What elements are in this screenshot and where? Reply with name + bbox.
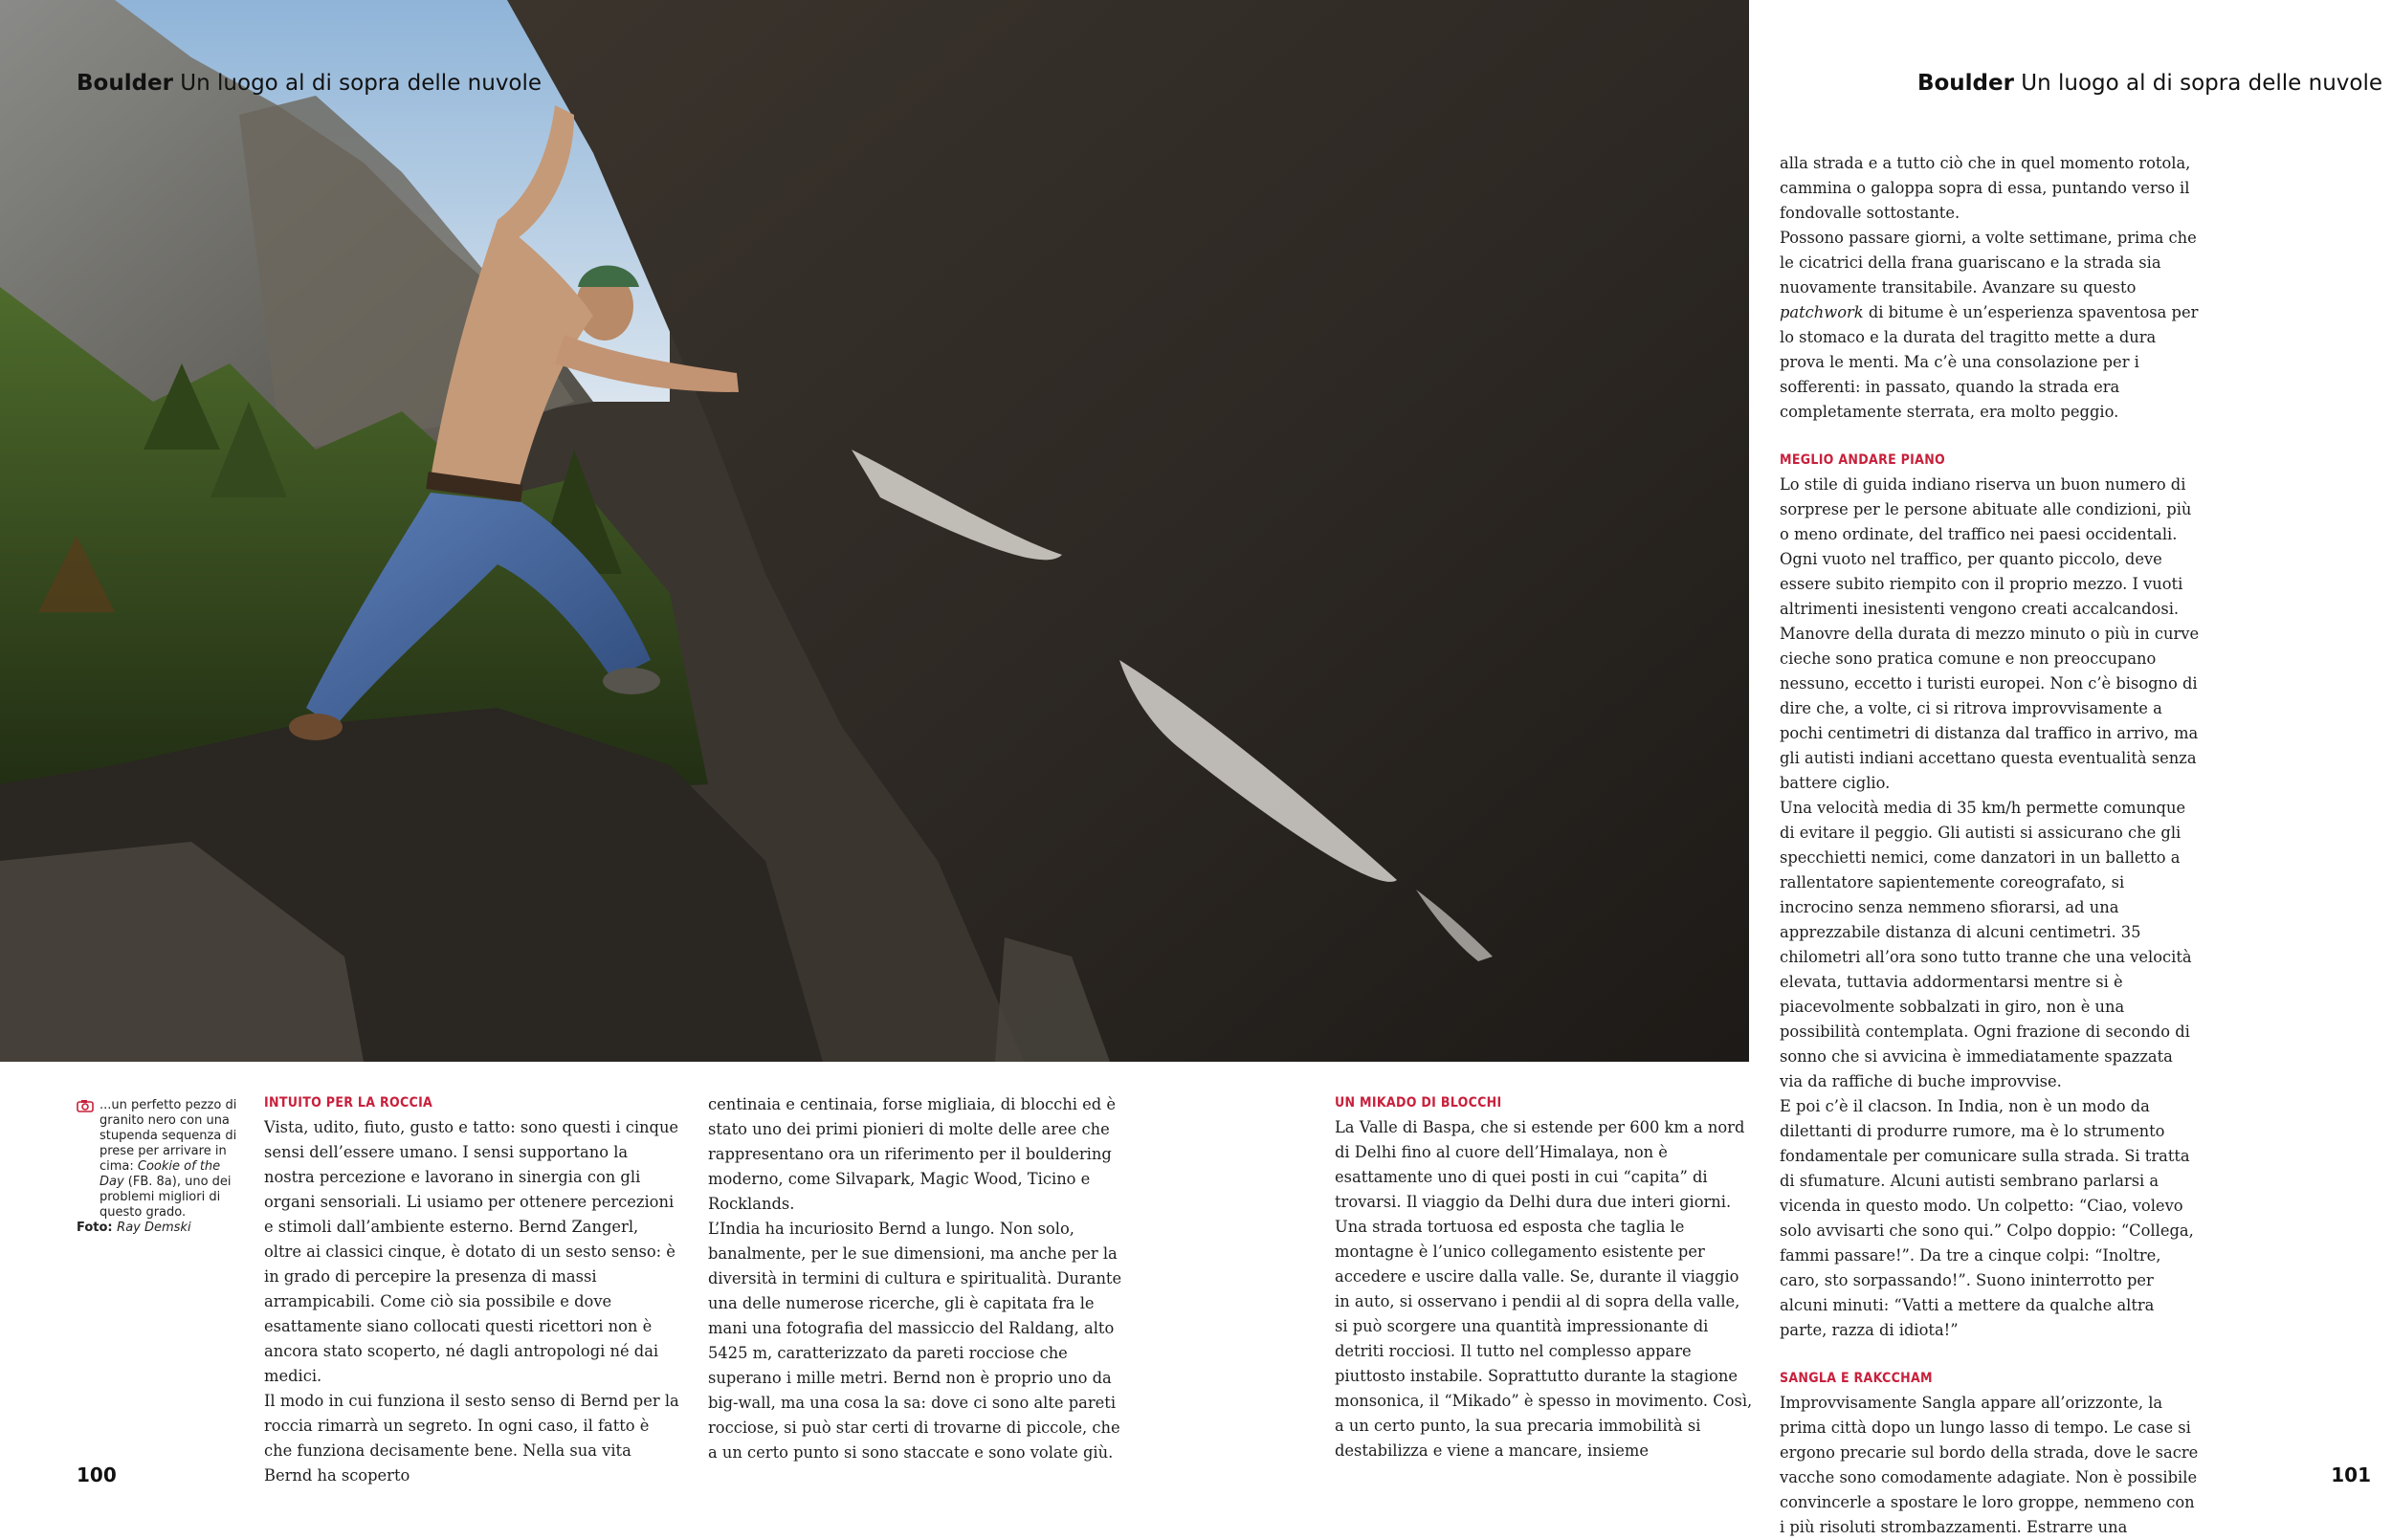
running-header-left-title: Un luogo al di sopra delle nuvole	[173, 71, 543, 96]
caption-text	[77, 1098, 239, 1221]
paragraph: centinaia e centinaia, forse migliaia, di blocchi ed è stato uno dei primi pionieri di molte delle aree che rappresentano ora un riferimento per il bouldering moderno, come Silvapark, Magic Wood, Ticino e Rocklands.	[708, 1095, 1116, 1213]
paragraph: Improvvisamente Sangla appare all’orizzonte, la prima città dopo un lungo lasso di tempo. Le case si ergono precarie sul bordo della strada, dove le sacre vacche sono comodamente adagiate. Non è possibile convincerle a spostare le loro groppe, nemmeno con i più risoluti strombazzamenti. Estrarre una	[1780, 1394, 2199, 1536]
text-column-3	[1335, 1092, 1756, 1463]
running-header-right-title: Un luogo al di sopra delle nuvole	[2013, 71, 2382, 96]
subheading-sangla: SANGLA E RAKCCHAM	[1780, 1371, 1933, 1386]
photo-caption	[77, 1098, 239, 1236]
paragraph: Vista, udito, fiuto, gusto e tatto: sono questi i cinque sensi dell’essere umano. I sensi supportano la nostra percezione e lavorano in sinergia con gli organi sensoriali. Li usiamo per ottenere percezioni e stimoli dall’ambiente esterno. Bernd Zangerl, oltre ai classici cinque, è dotato di un sesto senso: è in grado di percepire la presenza di massi arrampicabili. Come ciò sia possibile e dove esattamente siano collocati questi ricettori non è ancora stato scoperto, né dagli antropologi né dai medici.	[264, 1118, 679, 1385]
subheading-meglio: MEGLIO ANDARE PIANO	[1780, 452, 1946, 468]
running-header-right-section: Boulder	[1916, 71, 2014, 96]
caption-text-1: ...un perfetto pezzo di granito nero con una stupenda sequenza di prese per arrivare in cima:	[100, 1098, 237, 1174]
paragraph: E poi c’è il clacson. In India, non è un modo da dilettanti di produrre rumore, ma è lo strumento fondamentale per comunicare sulla strada. Si tratta di sfumature. Alcuni autisti sembrano parlarsi a vicenda in questo modo. Un colpetto: “Ciao, volevo solo avvisarti che sono qui.” Colpo doppio: “Collega, fammi passare!”. Da tre a cinque colpi: “Inoltre, caro, sto sorpassando!”. Suono ininterrotto per alcuni minuti: “Vatti a mettere da qualche altra parte, razza di idiota!”	[1780, 1097, 2194, 1339]
paragraph-part: di bitume è un’esperienza spaventosa per lo stomaco e la durata del tragitto mette a dura prova le menti. Ma c’è una consolazione per i sofferenti: in passato, quando la strada era completamente sterrata, era molto peggio.	[1780, 303, 2199, 421]
page-number-right: 101	[2331, 1463, 2371, 1486]
paragraph-part: Possono passare giorni, a volte settimane, prima che le cicatrici della frana guariscano e la strada sia nuovamente transitabile. Avanzare su questo	[1780, 229, 2197, 297]
text-column-2	[708, 1092, 1129, 1465]
caption-problem-name: Cookie of the Day	[100, 1159, 221, 1189]
photo-credit	[77, 1221, 239, 1236]
text-column-4	[1780, 151, 2201, 1540]
paragraph: L’India ha incuriosito Bernd a lungo. Non solo, banalmente, per le sue dimensioni, ma anche per la diversità in termini di cultura e spiritualità. Durante una delle numerose ricerche, gli è capitata fra le mani una fotografia del massiccio del Raldang, alto 5425 m, caratterizzato da pareti rocciose che superano i mille metri. Bernd non è proprio uno da big-wall, ma una cosa la sa: dove ci sono alte pareti rocciose, si può star certi di trovarne di piccole, che a un certo punto si sono staccate e sono volate giù.	[708, 1220, 1122, 1462]
caption-text-2: (FB. 8a), uno dei problemi migliori di questo grado.	[100, 1175, 232, 1220]
paragraph-gap	[1780, 1343, 2201, 1368]
italic-word-patchwork: patchwork	[1780, 303, 1864, 321]
running-header-left-section: Boulder	[77, 71, 173, 96]
photo-credit-label: Foto:	[77, 1221, 118, 1235]
subheading-mikado: UN MIKADO DI BLOCCHI	[1335, 1095, 1502, 1111]
paragraph-gap	[1780, 425, 2201, 450]
paragraph: Lo stile di guida indiano riserva un buon numero di sorprese per le persone abituate alle condizioni, più o meno ordinate, del traffico nei paesi occidentali. Ogni vuoto nel traffico, per quanto piccolo, deve essere subito riempito con il proprio mezzo. I vuoti altrimenti inesistenti vengono creati accalcandosi. Manovre della durata di mezzo minuto o più in curve cieche sono pratica comune e non preoccupano nessuno, eccetto i turisti europei. Non c’è bisogno di dire che, a volte, ci si ritrova improvvisamente a pochi centimetri di distanza dal traffico in arrivo, ma gli autisti indiani accettano questa eventualità senza battere ciglio.	[1780, 475, 2200, 792]
running-header-right	[1917, 71, 2382, 96]
paragraph: Una strada tortuosa ed esposta che taglia le montagne è l’unico collegamento esistente per accedere e uscire dalla valle. Se, durante il viaggio in auto, si osservano i pendii al di sopra della valle, si può scorgere una quantità impressionante di detriti rocciosi. Il tutto nel complesso appare piuttosto instabile. Soprattutto durante la stagione monsonica, il “Mikado” è spesso in movimento. Così, a un certo punto, la sua precaria immobilità si destabilizza e viene a mancare, insieme	[1335, 1218, 1753, 1460]
paragraph: La Valle di Baspa, che si estende per 600 km a nord di Delhi fino al cuore dell’Himalaya, non è esattamente uno di quei posti in cui “capita” di trovarsi. Il viaggio da Delhi dura due interi giorni.	[1335, 1118, 1745, 1211]
paragraph	[1780, 226, 2201, 425]
text-column-1	[264, 1092, 680, 1488]
camera-icon	[77, 1099, 94, 1112]
paragraph: alla strada e a tutto ciò che in quel momento rotola, cammina o galoppa sopra di essa, puntando verso il fondovalle sottostante.	[1780, 154, 2191, 222]
photo-credit-name: Ray Demski	[117, 1221, 191, 1235]
paragraph: Il modo in cui funziona il sesto senso di Bernd per la roccia rimarrà un segreto. In ogni caso, il fatto è che funziona decisamente bene. Nella sua vita Bernd ha scoperto	[264, 1392, 679, 1485]
paragraph: Una velocità media di 35 km/h permette comunque di evitare il peggio. Gli autisti si assicurano che gli specchietti nemici, come danzatori in un balletto a rallentatore sapientemente coreografato, si incrocino senza nemmeno sfiorarsi, ad una apprezzabile distanza di alcuni centimetri. 35 chilometri all’ora sono tutto tranne che una velocità elevata, tuttavia addormentarsi mentre si è piacevolmente sobbalzati in giro, non è una possibilità contemplata. Ogni frazione di secondo di sonno che si avvicina è immediatamente spazzata via da raffiche di buche improvvise.	[1780, 799, 2192, 1090]
running-header-left	[77, 71, 542, 96]
page-number-left: 100	[77, 1463, 117, 1486]
subheading-intuito: INTUITO PER LA ROCCIA	[264, 1095, 433, 1111]
